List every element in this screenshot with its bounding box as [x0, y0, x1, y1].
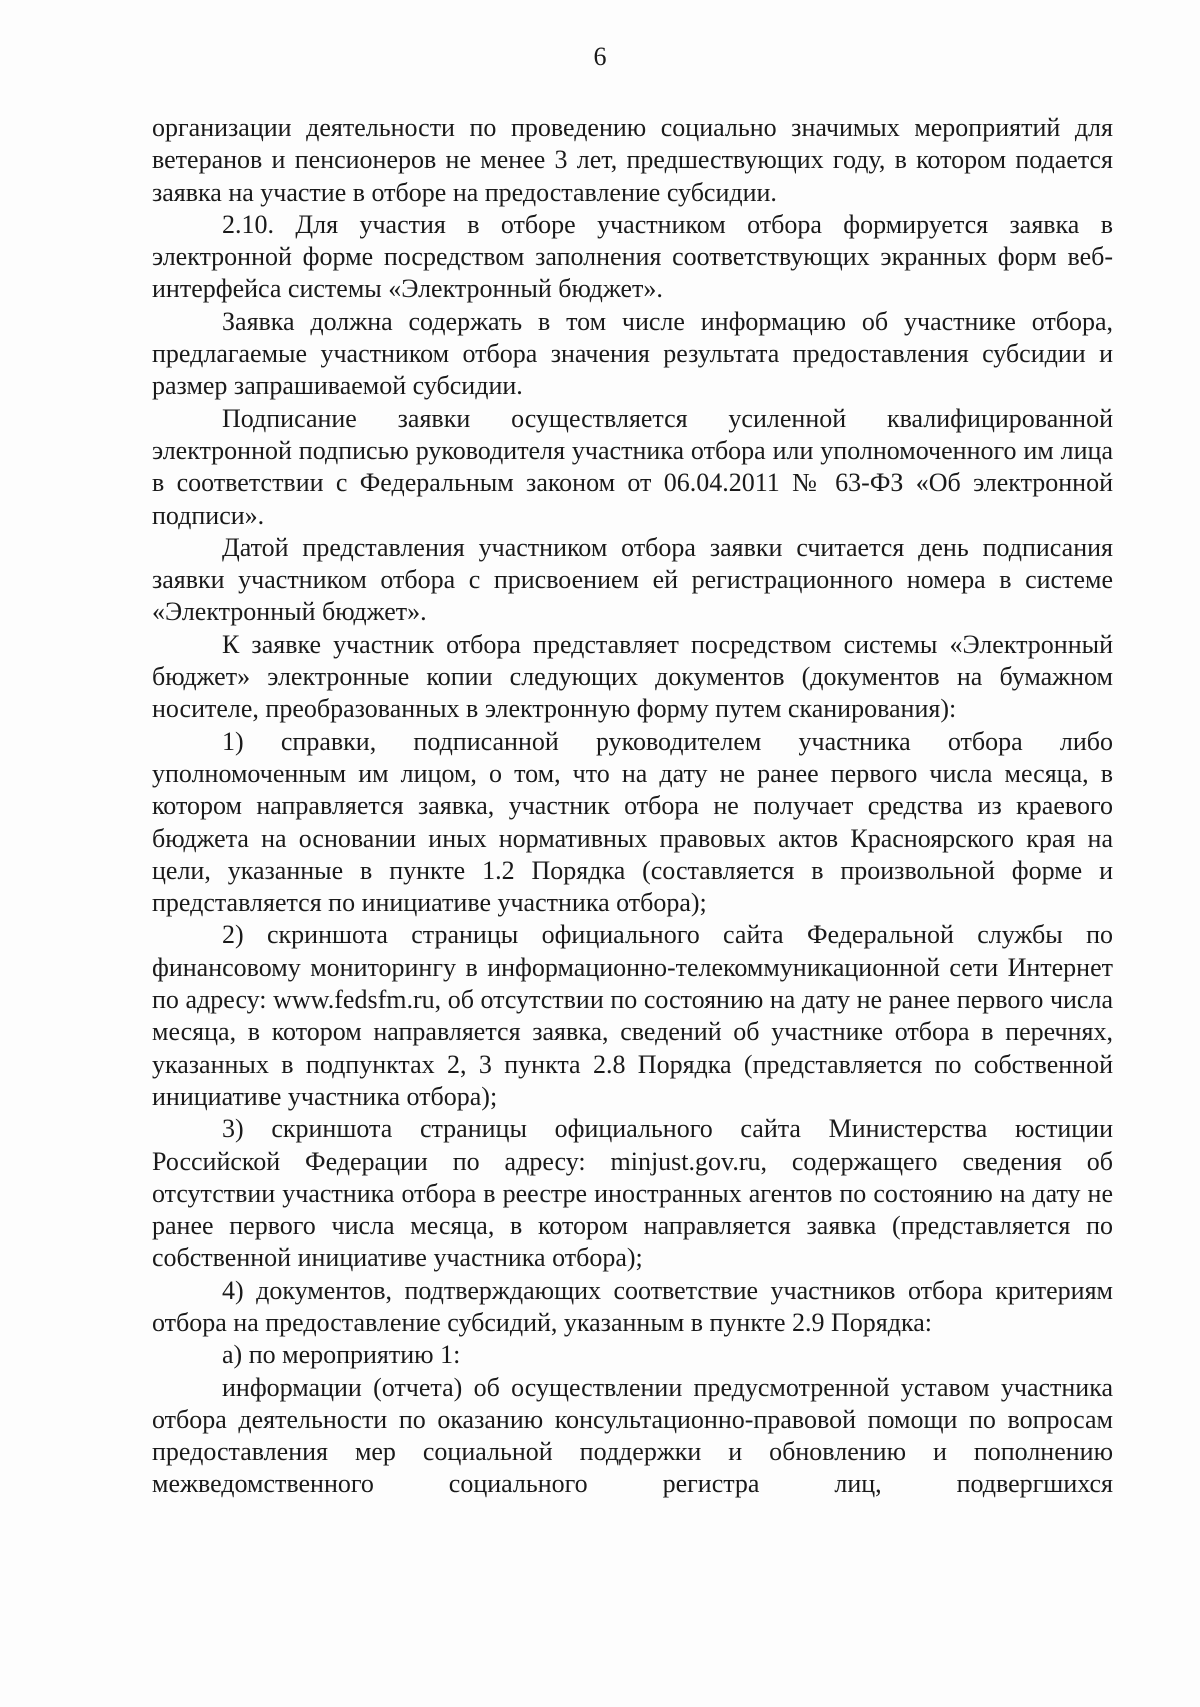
paragraph-documents-intro: К заявке участник отбора представляет посредством системы «Электронный бюджет» электронные копии следующих документов (документов на бумажном носителе, преобразованных в электронную форму путем сканирования): — [152, 629, 1113, 724]
paragraph-submission-date: Датой представления участником отбора заявки считается день подписания заявки участником отбора с присвоением ей регистрационного номера в системе «Электронный бюджет». — [152, 532, 1113, 627]
paragraph-application-content: Заявка должна содержать в том числе информацию об участнике отбора, предлагаемые участником отбора значения результата предоставления субсидии и размер запрашиваемой субсидии. — [152, 306, 1113, 401]
list-item-4: 4) документов, подтверждающих соответствие участников отбора критериям отбора на предоставление субсидий, указанным в пункте 2.9 Порядка: — [152, 1275, 1113, 1337]
list-item-2: 2) скриншота страницы официального сайта Федеральной службы по финансовому мониторингу в информационно-телекоммуникационной сети Интернет по адресу: www.fedsfm.ru, об отсутствии по состоянию на дату не ранее первого числа месяца, в котором направляется заявка, сведений об участнике отбора в перечнях, указанных в подпунктах 2, 3 пункта 2.8 Порядка (представляется по собственной инициативе участника отбора); — [152, 920, 1113, 1111]
document-body — [152, 112, 1113, 1501]
paragraph-continuation: организации деятельности по проведению социально значимых мероприятий для ветеранов и пенсионеров не менее 3 лет, предшествующих году, в котором подается заявка на участие в отборе на предоставление субсидии. — [152, 113, 1113, 207]
paragraph-report-info: информации (отчета) об осуществлении предусмотренной уставом участника отбора деятельности по оказанию консультационно-правовой помощи по вопросам предоставления мер социальной поддержки и обновлению и пополнению межведомственного социального регистра лиц, подвергшихся — [152, 1372, 1113, 1499]
list-item-1: 1) справки, подписанной руководителем участника отбора либо уполномоченным им лицом, о том, что на дату не ранее первого числа месяца, в котором направляется заявка, участник отбора не получает средства из краевого бюджета на основании иных нормативных правовых актов Красноярского края на цели, указанные в пункте 1.2 Порядка (составляется в произвольной форме и представляется по инициативе участника отбора); — [152, 726, 1113, 918]
paragraph-signing: Подписание заявки осуществляется усиленной квалифицированной электронной подписью руководителя участника отбора или уполномоченного им лица в соответствии с Федеральным законом от 06.04.2011 № 63-ФЗ «Об электронной подписи». — [152, 403, 1113, 530]
sub-item-a: а) по мероприятию 1: — [222, 1340, 461, 1370]
list-item-3: 3) скриншота страницы официального сайта Министерства юстиции Российской Федерации по адресу: minjust.gov.ru, содержащего сведения об отсутствии участника отбора в реестре иностранных агентов по состоянию на дату не ранее первого числа месяца, в котором направляется заявка (представляется по собственной инициативе участника отбора); — [152, 1114, 1113, 1273]
page-number: 6 — [593, 42, 607, 71]
paragraph-2-10: 2.10. Для участия в отборе участником отбора формируется заявка в электронной форме посредством заполнения соответствующих экранных форм веб-интерфейса системы «Электронный бюджет». — [152, 209, 1113, 304]
